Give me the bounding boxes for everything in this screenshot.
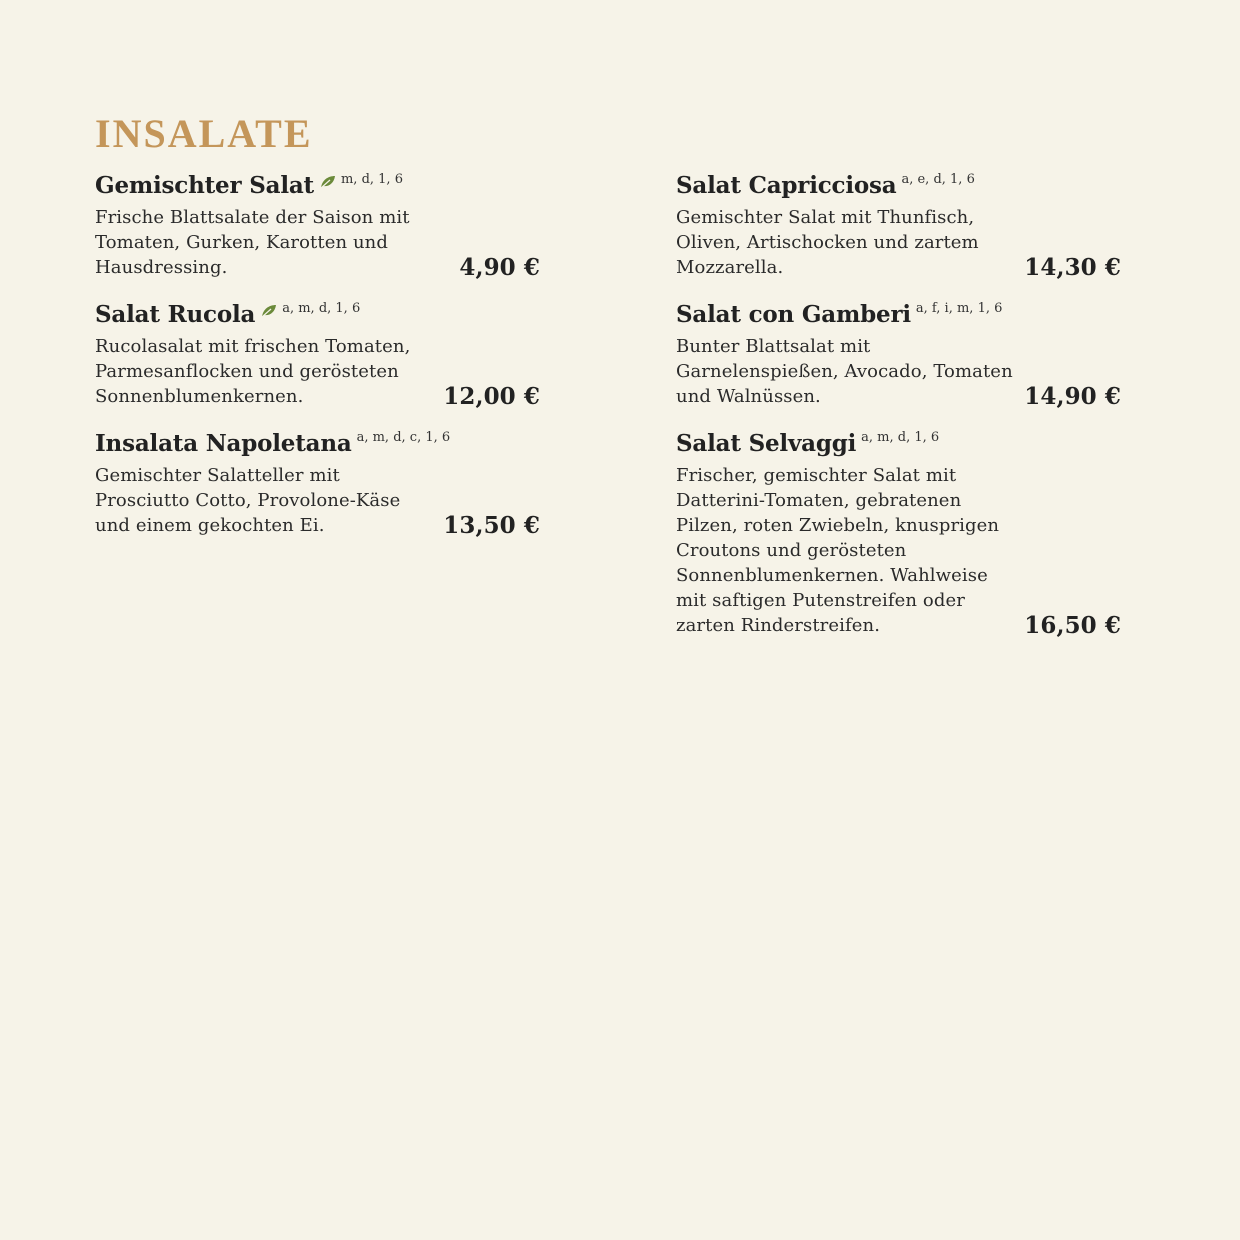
item-header (676, 300, 1121, 334)
menu-item (676, 171, 1121, 280)
item-header (95, 429, 540, 463)
item-price: 14,30 € (1024, 254, 1121, 281)
item-header (95, 300, 540, 334)
item-price: 16,50 € (1024, 612, 1121, 639)
item-price: 12,00 € (443, 383, 540, 410)
item-header (676, 171, 1121, 205)
item-price: 13,50 € (443, 512, 540, 539)
section-title: INSALATE (95, 111, 313, 156)
item-name: Insalata Napoletana (95, 430, 352, 457)
item-allergens: a, m, d, 1, 6 (861, 430, 940, 445)
item-name: Salat Selvaggi (676, 430, 857, 457)
item-allergens: a, m, d, c, 1, 6 (356, 430, 451, 445)
menu-item (95, 300, 540, 409)
item-name: Salat Capricciosa (676, 172, 897, 199)
item-name: Salat con Gamberi (676, 301, 911, 328)
item-description: Frische Blattsalate der Saison mit Tomaten, Gurken, Karotten und Hausdressing. 4,90 € (95, 207, 540, 281)
menu-item (95, 171, 540, 280)
item-description: Gemischter Salat mit Thunfisch, Oliven, Artischocken und zartem Mozzarella. 14,30 € (676, 207, 1121, 281)
leaf-icon (320, 175, 336, 189)
item-name: Salat Rucola (95, 301, 256, 328)
item-description: Rucolasalat mit frischen Tomaten, Parmesanflocken und gerösteten Sonnenblumenkernen. 12,00 € (95, 336, 540, 410)
item-description: Bunter Blattsalat mit Garnelenspießen, Avocado, Tomaten und Walnüssen. 14,90 € (676, 336, 1121, 410)
menu-column-right (676, 171, 1121, 658)
item-header (676, 429, 1121, 463)
item-allergens: a, m, d, 1, 6 (282, 301, 361, 316)
item-header (95, 171, 540, 205)
menu-item (676, 429, 1121, 638)
item-description: Frischer, gemischter Salat mit Datterini-Tomaten, gebratenen Pilzen, roten Zwiebeln, knusprigen Croutons und gerösteten Sonnenblumenkernen. Wahlweise mit saftigen Putenstreifen oder zarten Rinderstreifen. 16,50 € (676, 465, 1121, 639)
item-allergens: m, d, 1, 6 (340, 172, 403, 187)
item-description: Gemischter Salatteller mit Prosciutto Cotto, Provolone-Käse und einem gekochten Ei. 13,50 € (95, 465, 540, 539)
item-name: Gemischter Salat (95, 172, 314, 199)
menu-item (95, 429, 540, 538)
item-price: 14,90 € (1024, 383, 1121, 410)
item-price: 4,90 € (459, 254, 540, 281)
item-allergens: a, e, d, 1, 6 (901, 172, 975, 187)
item-allergens: a, f, i, m, 1, 6 (915, 301, 1003, 316)
leaf-icon (261, 304, 277, 318)
menu-column-left (95, 171, 540, 558)
menu-item (676, 300, 1121, 409)
